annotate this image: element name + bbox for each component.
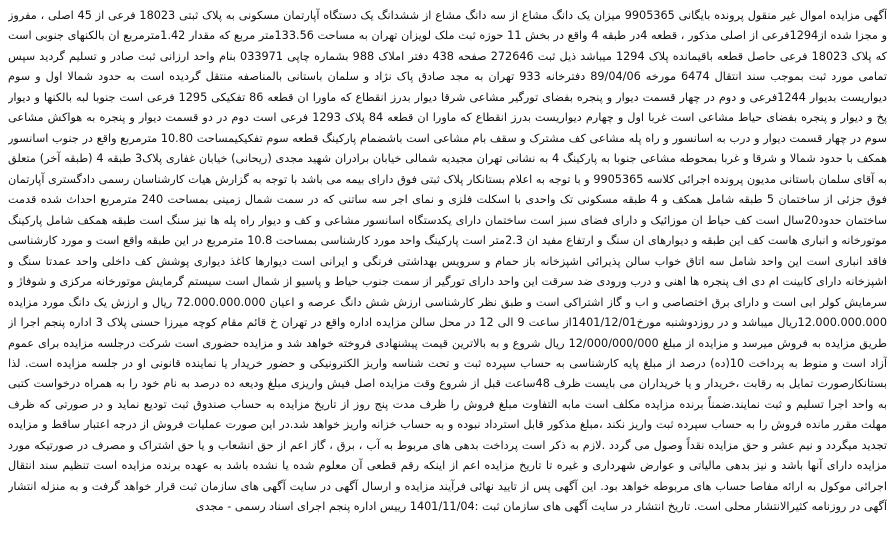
auction-notice-text: آگهی مزایده اموال غیر منقول پرونده بایگانی 9905365 میزان یک دانگ مشاع از سه دانگ مشاع از ششدانگ یک دستگاه آپارتمان مسکونی به پلاک ثبتی 18023 فرعی از 45 اصلی ، مفروز و مجزا شده از1294فرعی از اصلی مذکور ، قطعه 4در طبقه 4 واقع در بخش 11 حوزه ثبت ملک لویزان تهران به مساحت 133.56متر مربع که مقدار 1.42مترمربع ان بالکنهای جنوبی است که پلاک 18023 فرعی حاصل قطعه باقیمانده پلاک 1294 میباشد ذیل ثبت 272646 صفحه 438 دفتر املاک 988 بشماره چاپی 033971 بنام واحد ارزانی ثبت صادر و تسلیم گردید سپس تمامی مورد ثبت بموجب سند انتقال 6474 مورخه 89/04/06 دفترخانه 933 تهران به مجد صادق پاک نژاد و سلمان باستانی بالمناصفه منتقل گردیده است به حدود شمالا اول و سوم دیواریست بدیوار 1244فرعی و دوم در چهار قسمت دیوار و پنجره بفضای تورگیر مشاعی شرقا دیوار بدرز انقطاع که ماورا ان قطعه 86 تفکیکی 1295 فرعی است جنوبا لبه بالکنها و دیوار پخ و دیوار و پنجره بفضای حیاط مشاعی است غربا اول و چهارم دیواریست بدرز انقطاع که ماورا ان قطعه 84 پلاک 1293 فرعی است دوم در دو قسمت دیوار و پنجره به هواکش مشاعی سوم در چهار قسمت دیوار و درب به اسانسور و راه پله مشاعی کف مشترک و سقف بام مشاعی است باشضمام پارکینگ قطعه سوم تفکیکیمساحت 10.80 مترمربع واقع در جنوب اسانسور همکف با حدود شمالا و شرقا و غربا بمحوطه مشاعی جنوبا به پارکینگ 4 به نشانی تهران مجیدیه شمالی خیابان برادران شهید مجدی (ریحانی) خیابان غفاری پلاک3 طبقه 4 (طبقه آخر) متعلق به آقای سلمان باستانی مدیون پرونده اجرائی کلاسه 9905365 و با توجه به اعلام بستانکار پلاک ثبتی فوق دارای بیمه می باشد با توجه به گزارش هیات کارشناسان رسمی دادگستری آپارتمان فوق جزئی از ساختمان 5 طبقه شامل همکف و 4 طبقه مسکونی تک واحدی با اسکلت فلزی و نمای اجر سه ساتنی که در سمت شمال زمینی بمساحت 240 مترمربع احداث شده قدمت ساختمان حدود20سال است کف حیاط ان موزائیک و دارای فضای سبز است ساختمان دارای یکدستگاه اسانسور مشاعی و کف و دیوار راه پله ها نیز سنگ است طبقه همکف شامل پارکینگ موتورخانه و انباری هاست کف این طبقه و دیوارهای ان سنگ و ارتفاع مفید ان 2.3متر است پارکینگ واحد مورد کارشناسی بمساحت 10.8 مترمربع در این طبقه واقع است و مورد کارشناسی فاقد انباری است این واحد شامل سه اتاق خواب سالن پذیرائی اشپزخانه باز حمام و سرویس بهداشتی فرنگی و ایرانی است دیوارها کاغذ دیواری پوشش کف داخلی واحد عمدتا سنگ و اشپزخانه دارای کابینت ام دی اف پنجره ها اهنی و درب ورودی ضد سرقت این واحد دارای تورگیر از سمت جنوب حیاط و پاسیو از شمال است سیستم گرمایش موتورخانه مرکزی و شوفاژ و سرمایش کولر ابی است و دارای برق اختصاصی و اب و گاز اشتراکی است و طبق نظر کارشناسی ارزش شش دانگ عرصه و اعیان 72.000.000.000 ریال و ارزش یک دانگ مورد مزایده 12.000.000.000ریال میباشد و در روزدوشنبه مورخ1401/12/01از ساعت 9 الی 12 در محل سالن مزایده اداره واقع در تهران خ قائم مقام کوچه میرزا حسنی پلاک 3 اداره پنجم اجرا از طریق مزایده به فروش میرسد و مزایده از مبلغ 12/000/000/000 ریال شروع و به بالاترین قیمت پیشنهادی فروخته خواهد شد و مزایده حضوری است شرکت درجلسه مزایده برای عموم آزاد است و منوط به پرداخت 10(ده) درصد از مبلغ پایه کارشناسی به حساب سپرده ثبت و تحت شناسه واریز الکترونیکی و حضور خریدار یا نماینده قانونی او در جلسه مزایده است. لذا بستانکارصورت تمایل به رقابت ،خریدار و یا خریداران می بایست ظرف 48ساعت قبل از شروع وقت مزایده اصل فیش واریزی مبلغ ودیعه ده درصد به نام خود را به همراه درخواست کتبی به واحد اجرا تسلیم و ثبت نمایند.ضمناً برنده مزایده مکلف است مابه التفاوت مبلغ فروش را ظرف مدت پنج روز از تاریخ مزایده به حساب صندوق ثبت تودیع نماید و در صورتی که ظرف مهلت مقرر مانده فروش را به حساب سپرده ثبت واریز نکند ،مبلغ مذکور قابل استرداد نبوده و به حساب خزانه واریز خواهد شد.در این صورت عملیات فروش از درجه اعتبار ساقط و مزایده تجدید میگردد و نیم عشر و حق مزایده نقداً وصول می گردد .لازم به ذکر است پرداخت بدهی های مربوط به آب ، برق ، گاز اعم از حق انشعاب و یا حق اشتراک و مصرف در صورتیکه مورد مزایده دارای آنها باشد و نیز بدهی مالیاتی و عوارض شهرداری و غیره تا تاریخ مزایده اعم از اینکه رقم قطعی آن معلوم شده یا نشده باشد به عهده برنده مزایده است تنظیم سند انتقال اجرائی موکول به ارائه مفاصا حساب های مربوطه خواهد بود. این آگهی پس از تایید نهائی فرآیند مزایده و ارسال آگهی در سایت آگهی های سازمان ثبت قرار خواهد گرفت و به منزله انتشار آگهی در روزنامه کثیرالانتشار محلی است. تاریخ انتشار در سایت آگهی های سازمان ثبت :1401/11/04 رییس اداره پنجم اجرای اسناد رسمی - مجدی — [8, 9, 887, 514]
